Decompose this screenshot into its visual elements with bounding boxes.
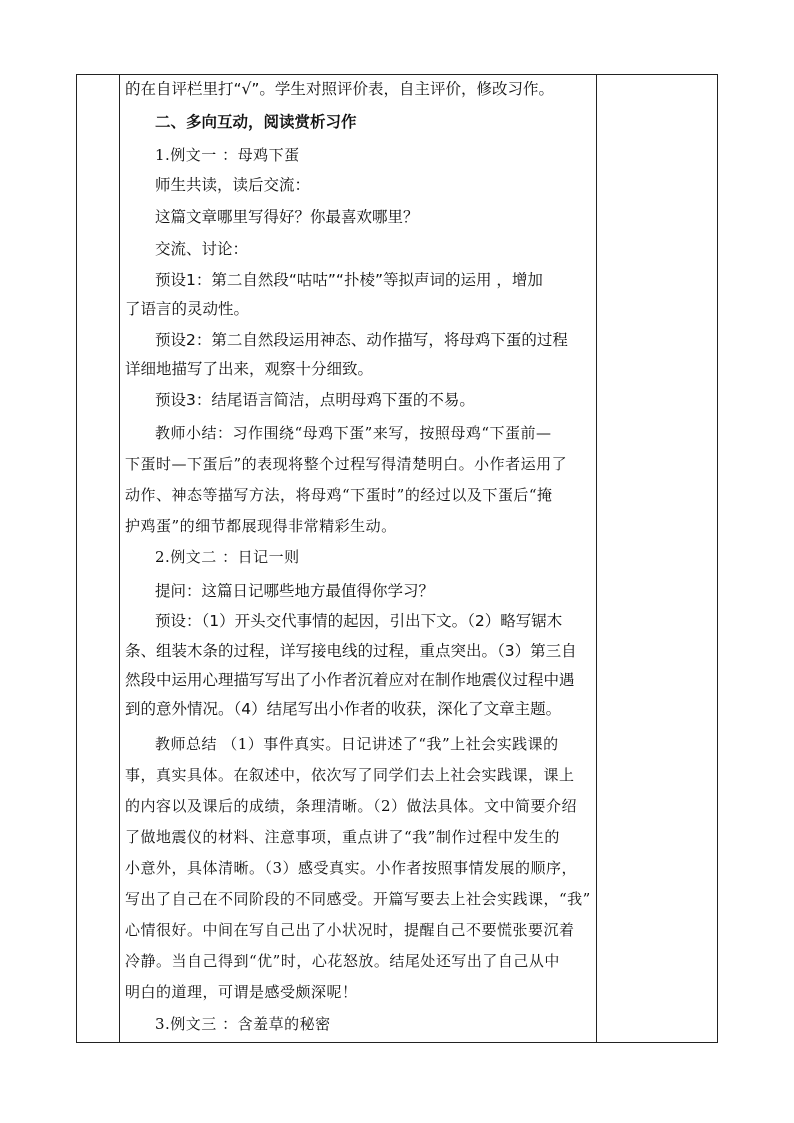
text-line: 事，真实具体。在叙述中，依次写了同学们去上社会实践课，课上 [125, 766, 575, 784]
text-line: 详细地描写了出来，观察十分细致。 [125, 360, 374, 378]
text-line: 这篇文章哪里写得好？你最喜欢哪里？ [155, 208, 419, 226]
column-divider-left [119, 75, 120, 1042]
text-line: 预设1：第二自然段“咕咕”“扑棱”等拟声词的运用 ，增加 [155, 271, 543, 289]
text-line: 教师总结 （1）事件真实。日记讲述了“我”上社会实践课的 [155, 735, 559, 753]
text-line: 动作、神态等描写方法，将母鸡“下蛋时”的经过以及下蛋后“掩 [125, 486, 553, 504]
text-line: 教师小结：习作围绕“母鸡下蛋”来写，按照母鸡“下蛋前— [155, 424, 552, 442]
example-heading: 1.例文一 ：母鸡下蛋 [155, 146, 300, 164]
lesson-table [76, 74, 718, 1043]
text-line: 的内容以及课后的成绩，条理清晰。（2）做法具体。文中简要介绍 [125, 797, 578, 815]
text-line: 预设2：第二自然段运用神态、动作描写，将母鸡下蛋的过程 [155, 331, 568, 349]
text-line: 心情很好。中间在写自己出了小状况时，提醒自己不要慌张要沉着 [125, 921, 575, 939]
text-line: 下蛋时—下蛋后”的表现将整个过程写得清楚明白。小作者运用了 [125, 455, 568, 473]
text-line: 预设：（1）开头交代事情的起因，引出下文。（2）略写锯木 [155, 612, 563, 630]
text-line: 的在自评栏里打“√”。学生对照评价表，自主评价，修改习作。 [125, 80, 554, 98]
text-line: 交流、讨论： [155, 240, 249, 258]
column-divider-right [596, 75, 597, 1042]
text-line: 冷静。当自己得到“优”时，心花怒放。结尾处还写出了自己从中 [125, 952, 560, 970]
text-line: 师生共读，读后交流： [155, 176, 311, 194]
section-heading: 二、多向互动，阅读赏析习作 [155, 113, 357, 131]
text-line: 小意外，具体清晰。（3）感受真实。小作者按照事情发展的顺序， [125, 859, 578, 877]
text-line: 预设3：结尾语言简洁，点明母鸡下蛋的不易。 [155, 391, 475, 409]
text-line: 然段中运用心理描写写出了小作者沉着应对在制作地震仪过程中遇 [125, 671, 575, 689]
example-heading: 2.例文二 ：日记一则 [155, 548, 300, 566]
text-line: 明白的道理，可谓是感受颇深呢！ [125, 983, 358, 1001]
text-line: 了语言的灵动性。 [125, 300, 250, 318]
text-line: 到的意外情况。（4）结尾写出小作者的收获，深化了文章主题。 [125, 700, 562, 718]
text-line: 写出了自己在不同阶段的不同感受。开篇写要去上社会实践课，“我” [125, 890, 591, 908]
text-line: 护鸡蛋”的细节都展现得非常精彩生动。 [125, 517, 397, 535]
text-line: 了做地震仪的材料、注意事项，重点讲了“我”制作过程中发生的 [125, 828, 560, 846]
text-line: 条、组装木条的过程，详写接电线的过程，重点突出。（3）第三自 [125, 642, 577, 660]
text-line: 提问：这篇日记哪些地方最值得你学习？ [155, 582, 435, 600]
example-heading: 3.例文三 ：含羞草的秘密 [155, 1015, 331, 1033]
